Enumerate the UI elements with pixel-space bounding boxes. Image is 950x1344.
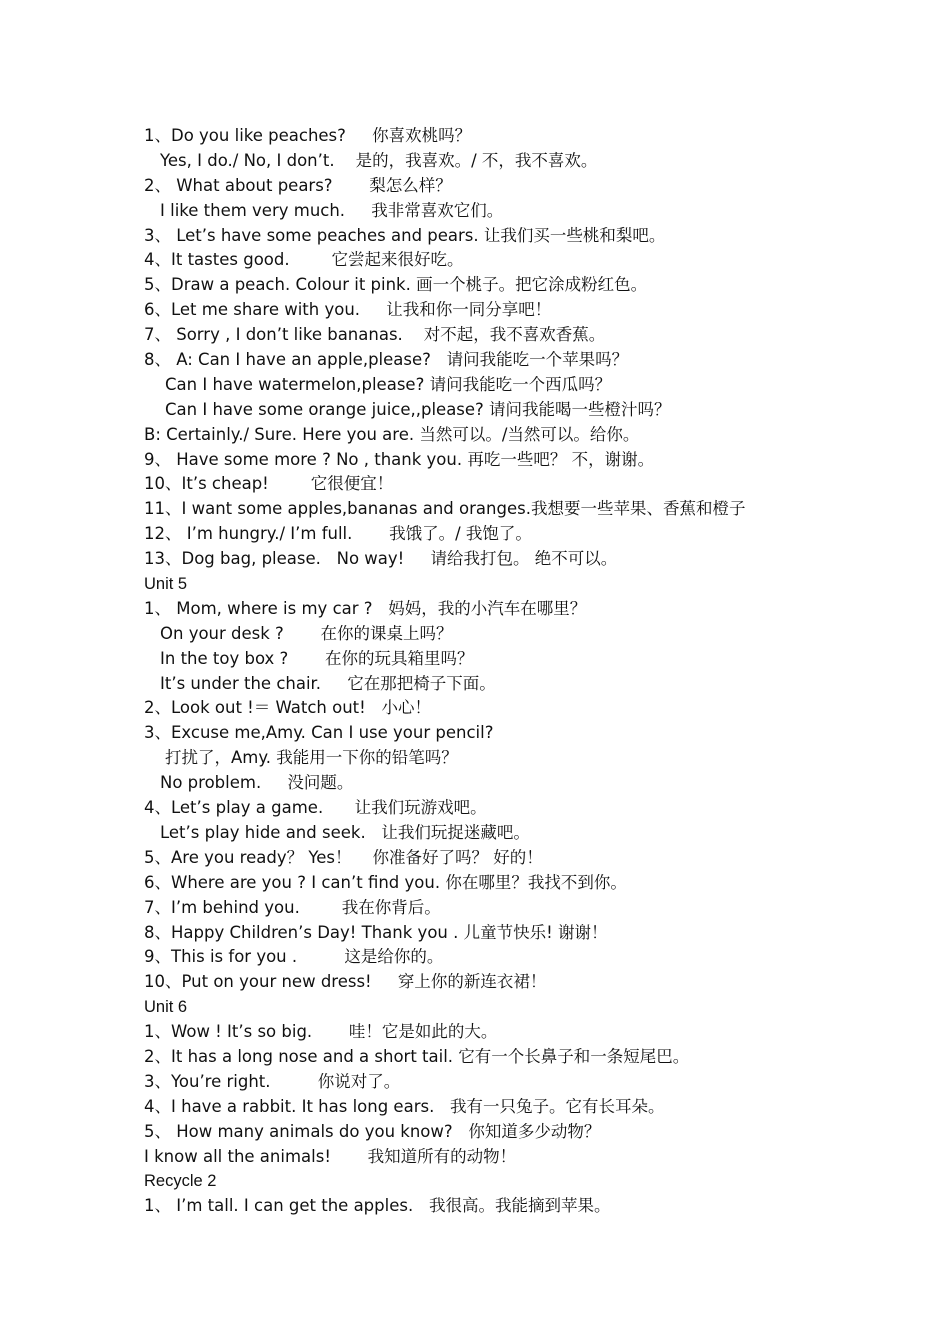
text-line: 13、Dog bag, please. No way! 请给我打包。 绝不可以。 — [144, 549, 618, 569]
text-line: Yes, I do./ No, I don’t. 是的，我喜欢。/ 不，我不喜欢。 — [160, 150, 598, 170]
text-line: Let’s play hide and seek. 让我们玩捉迷藏吧。 — [160, 822, 530, 842]
text-line: In the toy box ? 在你的玩具箱里吗？ — [160, 648, 474, 668]
text-line: 4、It tastes good. 它尝起来很好吃。 — [144, 250, 464, 270]
text-line: 8、Happy Children’s Day! Thank you . 儿童节快乐! 谢谢！ — [144, 922, 608, 942]
text-line: B: Certainly./ Sure. Here you are. 当然可以。/当然可以。给你。 — [144, 424, 640, 444]
text-line: 5、 How many animals do you know? 你知道多少动物？ — [144, 1121, 601, 1141]
text-line: Can I have watermelon,please? 请问我能吃一个西瓜吗？ — [165, 374, 612, 394]
text-line: 4、Let’s play a game. 让我们玩游戏吧。 — [144, 798, 487, 818]
text-line: I like them very much. 我非常喜欢它们。 — [160, 200, 504, 220]
text-line: 2、It has a long nose and a short tail. 它有一个长鼻子和一条短尾巴。 — [144, 1046, 690, 1066]
text-line: 1、 Mom, where is my car ? 妈妈，我的小汽车在哪里？ — [144, 598, 587, 618]
section-heading: Unit 6 — [144, 998, 188, 1017]
text-line: 3、 Let’s have some peaches and pears. 让我们买一些桃和梨吧。 — [144, 225, 666, 245]
text-line: 3、You’re right. 你说对了。 — [144, 1071, 401, 1091]
section-heading: Unit 5 — [144, 575, 188, 594]
text-line: 10、It’s cheap! 它很便宜！ — [144, 474, 394, 494]
text-line: 6、Let me share with you. 让我和你一同分享吧！ — [144, 300, 552, 320]
text-line: 12、 I’m hungry./ I’m full. 我饿了。/ 我饱了。 — [144, 524, 532, 544]
text-line: 1、Do you like peaches? 你喜欢桃吗？ — [144, 126, 472, 145]
text-line: 11、I want some apples,bananas and oranges.我想要一些苹果、香蕉和橙子 — [144, 499, 746, 519]
text-line: 8、 A: Can I have an apple,please? 请问我能吃一个苹果吗？ — [144, 350, 629, 370]
text-line: 9、This is for you . 这是给你的。 — [144, 947, 444, 967]
text-line: I know all the animals! 我知道所有的动物！ — [144, 1146, 517, 1166]
text-line: 4、I have a rabbit. It has long ears. 我有一只兔子。它有长耳朵。 — [144, 1096, 665, 1116]
document-body — [144, 124, 934, 1219]
text-line: Can I have some orange juice,,please? 请问我能喝一些橙汁吗？ — [165, 399, 671, 419]
text-line: No problem. 没问题。 — [160, 773, 354, 793]
text-line: 1、Wow ! It’s so big. 哇！它是如此的大。 — [144, 1022, 498, 1042]
text-line: 7、I’m behind you. 我在你背后。 — [144, 897, 441, 917]
text-line: 7、 Sorry , I don’t like bananas. 对不起，我不喜欢香蕉。 — [144, 325, 606, 345]
text-line: 6、Where are you ? I can’t find you. 你在哪里？我找不到你。 — [144, 872, 627, 892]
text-line: 10、Put on your new dress! 穿上你的新连衣裙！ — [144, 972, 547, 992]
text-line: It’s under the chair. 它在那把椅子下面。 — [160, 673, 496, 693]
section-heading: Recycle 2 — [144, 1172, 217, 1191]
text-line: 5、Are you ready？ Yes！ 你准备好了吗？ 好的！ — [144, 847, 543, 867]
text-line: 打扰了，Amy. 我能用一下你的铅笔吗？ — [165, 748, 458, 768]
text-line: 3、Excuse me,Amy. Can I use your pencil? — [144, 723, 494, 743]
text-line: 1、 I’m tall. I can get the apples. 我很高。我能摘到苹果。 — [144, 1196, 611, 1216]
text-line: On your desk ? 在你的课桌上吗？ — [160, 623, 453, 643]
text-line: 2、Look out !＝ Watch out! 小心！ — [144, 698, 432, 718]
text-line: 9、 Have some more ? No , thank you. 再吃一些吧？ 不，谢谢。 — [144, 449, 655, 469]
text-line: 5、Draw a peach. Colour it pink. 画一个桃子。把它涂成粉红色。 — [144, 275, 648, 295]
text-line: 2、 What about pears? 梨怎么样？ — [144, 175, 452, 195]
